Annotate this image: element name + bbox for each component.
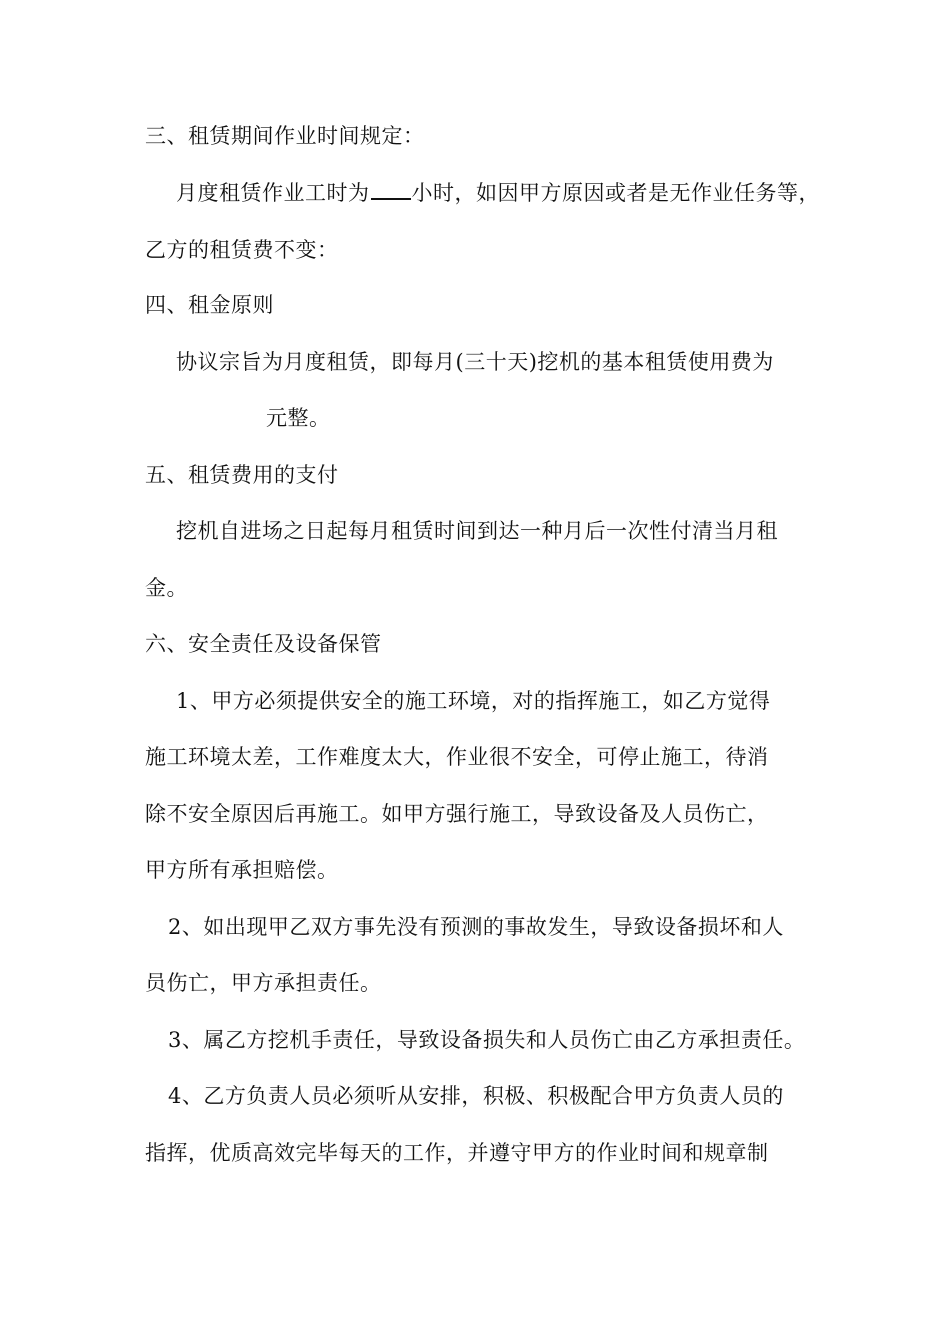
section3-paragraph-line1 bbox=[176, 178, 820, 208]
section6-item2-line1: 2、如出现甲乙双方事先没有预测的事故发生，导致设备损坏和人 bbox=[168, 915, 784, 939]
section6-item4-line1: 4、乙方负责人员必须听从安排，积极、积极配合甲方负责人员的 bbox=[168, 1084, 784, 1108]
section3-paragraph-line2: 乙方的租赁费不变： bbox=[145, 238, 339, 262]
section4-paragraph-line2: 元整。 bbox=[266, 406, 331, 430]
section4-heading: 四、租金原则 bbox=[145, 293, 274, 317]
section5-paragraph-line1: 挖机自进场之日起每月租赁时间到达一种月后一次性付清当月租 bbox=[176, 519, 778, 543]
section6-item1-line4: 甲方所有承担赔偿。 bbox=[145, 858, 339, 882]
section6-item1-line1: 1、甲方必须提供安全的施工环境，对的指挥施工，如乙方觉得 bbox=[176, 689, 771, 713]
section6-item3-line1: 3、属乙方挖机手责任，导致设备损失和人员伤亡由乙方承担责任。 bbox=[168, 1028, 806, 1052]
section4-paragraph-line1: 协议宗旨为月度租赁，即每月(三十天)挖机的基本租赁使用费为 bbox=[176, 350, 774, 374]
section6-item1-line2: 施工环境太差，工作难度太大，作业很不安全，可停止施工，待消 bbox=[145, 745, 769, 769]
section3-text-b: 小时，如因甲方原因或者是无作业任务等， bbox=[411, 181, 820, 205]
section6-heading: 六、安全责任及设备保管 bbox=[145, 632, 382, 656]
section6-item2-line2: 员伤亡，甲方承担责任。 bbox=[145, 971, 382, 995]
hours-blank-underline bbox=[371, 180, 411, 200]
section5-heading: 五、租赁费用的支付 bbox=[145, 463, 339, 487]
section6-item4-line2: 指挥，优质高效完毕每天的工作，并遵守甲方的作业时间和规章制 bbox=[145, 1141, 769, 1165]
section6-item1-line3: 除不安全原因后再施工。如甲方强行施工，导致设备及人员伤亡， bbox=[145, 802, 769, 826]
section3-heading: 三、租赁期间作业时间规定： bbox=[145, 124, 425, 148]
section3-text-a: 月度租赁作业工时为 bbox=[176, 181, 370, 205]
section5-paragraph-line2: 金。 bbox=[145, 576, 188, 600]
